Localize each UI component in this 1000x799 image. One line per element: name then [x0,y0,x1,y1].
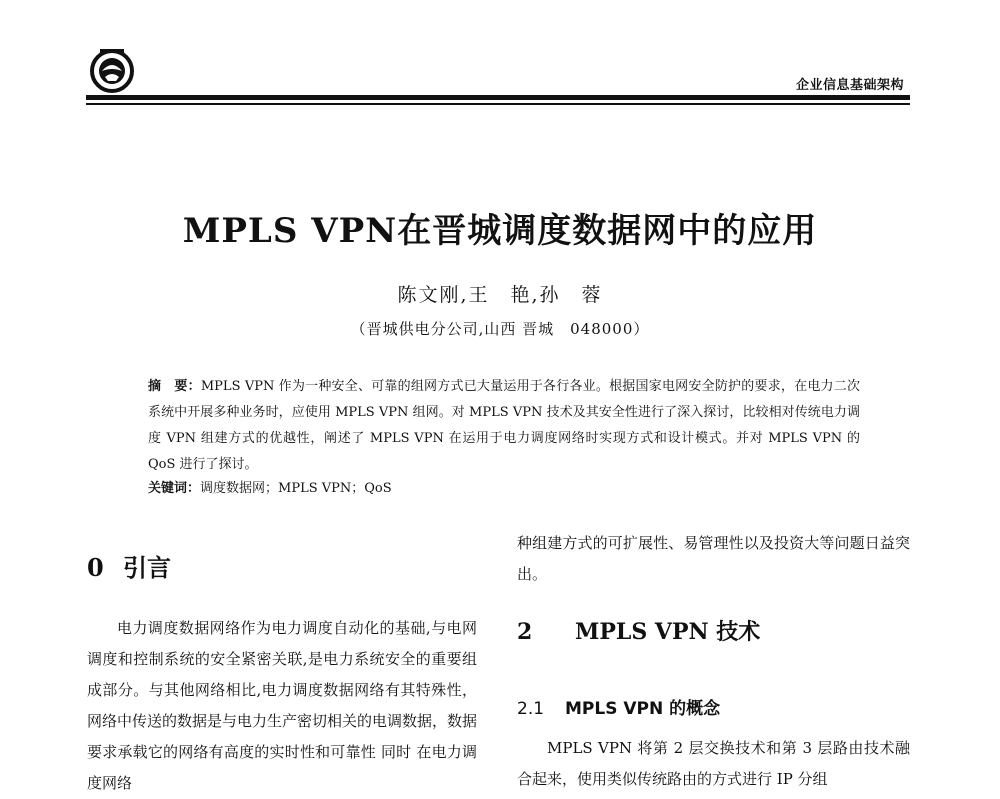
subsection-number: 2.1 [517,699,545,719]
article-title: MPLS VPN在晋城调度数据网中的应用 [182,211,818,251]
intro-paragraph: 电力调度数据网络作为电力调度自动化的基础,与电网调度和控制系统的安全紧密关联,是电力系统安全的重要组成部分。与其他网络相比,电力调度数据网络有其特殊性，网络中传送的数据是与电力生产密切相关的电调数据，数据要求承载它的网络有高度的实时性和可靠性 同时 在电力调度网络 [87,619,478,792]
keywords [148,478,860,500]
header-rule-thick [86,95,910,100]
concept-paragraph: MPLS VPN 将第 2 层交换技术和第 3 层路由技术融合起来，使用类似传统路由的方式进行 IP 分组 [517,739,910,788]
section-heading-mpls [517,615,910,646]
subsection-heading-concept [517,694,910,719]
abstract-text: MPLS VPN 作为一种安全、可靠的组网方式已大量运用于各行各业。根据国家电网安全防护的要求，在电力二次系统中开展多种业务时，应使用 MPLS VPN 组网。对 MPLS VPN 技术及其安全性进行了深入探讨，比较相对传统电力调度 VPN 组建方式的优越性，阐述了 MPLS VPN 在运用于电力调度网络时实现方式和设计模式。并对 MPLS VPN 的 QoS 进行了探讨。 [148,379,860,472]
keywords-label: 关键词： [148,481,201,496]
continuation-paragraph: 种组建方式的可扩展性、易管理性以及投资大等问题日益突出。 [517,534,910,583]
abstract-label: 摘 要： [148,379,201,394]
section-number: 2 [517,619,533,645]
right-column [517,528,910,795]
subsection-title: MPLS VPN 的概念 [565,699,721,719]
section-title: MPLS VPN 技术 [575,619,761,645]
journal-logo [88,47,136,93]
section-number: 0 [87,553,104,582]
running-head: 企业信息基础架构 [795,78,904,93]
header-rule-thin [86,103,910,105]
section-heading-intro [87,548,477,583]
left-column [87,548,477,799]
keywords-text: 调度数据网；MPLS VPN；QoS [200,481,392,496]
authors: 陈文刚,王 艳,孙 蓉 [397,284,603,306]
section-title: 引言 [123,553,171,582]
abstract [148,374,860,478]
affiliation: （晋城供电分公司,山西 晋城 048000） [350,320,650,338]
